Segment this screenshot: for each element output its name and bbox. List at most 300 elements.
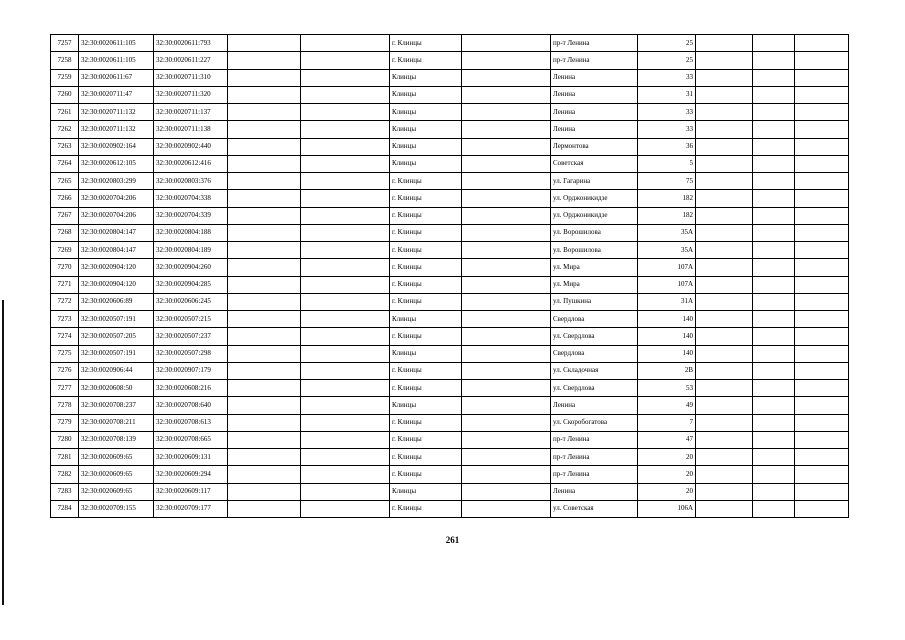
table-row — [51, 466, 849, 483]
empty-cell — [696, 104, 753, 121]
cadastral-number-cell: 32:30:0020804:147 — [79, 242, 154, 259]
empty-cell — [462, 362, 551, 379]
row-number-cell: 7279 — [51, 414, 79, 431]
empty-cell — [301, 104, 390, 121]
empty-cell — [462, 345, 551, 362]
empty-cell — [753, 138, 795, 155]
empty-cell — [462, 104, 551, 121]
house-number-cell: 33 — [638, 69, 696, 86]
cadastral-number-cell: 32:30:0020612:105 — [79, 155, 154, 172]
empty-cell — [228, 190, 301, 207]
row-number-cell: 7284 — [51, 500, 79, 517]
house-number-cell: 107А — [638, 276, 696, 293]
empty-cell — [696, 52, 753, 69]
empty-cell — [696, 121, 753, 138]
empty-cell — [696, 483, 753, 500]
empty-cell — [753, 104, 795, 121]
table-row — [51, 483, 849, 500]
city-cell: г. Клинцы — [390, 449, 462, 466]
street-cell: Ленина — [551, 121, 638, 138]
cadastral-number-cell: 32:30:0020704:206 — [79, 190, 154, 207]
row-number-cell: 7281 — [51, 449, 79, 466]
empty-cell — [795, 207, 849, 224]
street-cell: Советская — [551, 155, 638, 172]
empty-cell — [301, 207, 390, 224]
empty-cell — [753, 69, 795, 86]
street-cell: пр-т Ленина — [551, 466, 638, 483]
empty-cell — [462, 207, 551, 224]
table-row — [51, 69, 849, 86]
empty-cell — [228, 242, 301, 259]
empty-cell — [795, 69, 849, 86]
table-row — [51, 104, 849, 121]
empty-cell — [795, 224, 849, 241]
empty-cell — [696, 449, 753, 466]
street-cell: ул. Гагарина — [551, 173, 638, 190]
city-cell: г. Клинцы — [390, 380, 462, 397]
street-cell: пр-т Ленина — [551, 449, 638, 466]
empty-cell — [301, 155, 390, 172]
street-cell: ул. Мира — [551, 259, 638, 276]
empty-cell — [753, 293, 795, 310]
street-cell: ул. Свердлова — [551, 380, 638, 397]
empty-cell — [753, 362, 795, 379]
street-cell: ул. Советская — [551, 500, 638, 517]
empty-cell — [753, 500, 795, 517]
street-cell: Ленина — [551, 397, 638, 414]
cadastral-number-new-cell: 32:30:0020611:227 — [154, 52, 228, 69]
table-body — [51, 35, 849, 518]
empty-cell — [696, 362, 753, 379]
empty-cell — [795, 35, 849, 52]
house-number-cell: 25 — [638, 52, 696, 69]
street-cell: Лермонтова — [551, 138, 638, 155]
street-cell: Ленина — [551, 483, 638, 500]
empty-cell — [462, 449, 551, 466]
table-row — [51, 380, 849, 397]
city-cell: г. Клинцы — [390, 190, 462, 207]
cadastral-number-new-cell: 32:30:0020708:640 — [154, 397, 228, 414]
row-number-cell: 7282 — [51, 466, 79, 483]
row-number-cell: 7258 — [51, 52, 79, 69]
cadastral-number-new-cell: 32:30:0020606:245 — [154, 293, 228, 310]
empty-cell — [228, 69, 301, 86]
empty-cell — [795, 155, 849, 172]
empty-cell — [795, 121, 849, 138]
cadastral-number-new-cell: 32:30:0020804:188 — [154, 224, 228, 241]
empty-cell — [228, 138, 301, 155]
empty-cell — [228, 328, 301, 345]
empty-cell — [795, 276, 849, 293]
city-cell: г. Клинцы — [390, 173, 462, 190]
city-cell: Клинцы — [390, 104, 462, 121]
street-cell: пр-т Ленина — [551, 52, 638, 69]
cadastral-number-cell: 32:30:0020803:299 — [79, 173, 154, 190]
empty-cell — [753, 483, 795, 500]
empty-cell — [795, 259, 849, 276]
house-number-cell: 20 — [638, 483, 696, 500]
empty-cell — [301, 483, 390, 500]
empty-cell — [753, 431, 795, 448]
empty-cell — [753, 224, 795, 241]
empty-cell — [228, 121, 301, 138]
city-cell: г. Клинцы — [390, 259, 462, 276]
house-number-cell: 25 — [638, 35, 696, 52]
cadastral-number-cell: 32:30:0020608:50 — [79, 380, 154, 397]
cadastral-number-cell: 32:30:0020708:139 — [79, 431, 154, 448]
empty-cell — [301, 259, 390, 276]
empty-cell — [753, 86, 795, 103]
table-row — [51, 173, 849, 190]
empty-cell — [462, 52, 551, 69]
empty-cell — [753, 311, 795, 328]
house-number-cell: 106А — [638, 500, 696, 517]
city-cell: Клинцы — [390, 155, 462, 172]
street-cell: ул. Орджоникидзе — [551, 190, 638, 207]
table-row — [51, 138, 849, 155]
house-number-cell: 31 — [638, 86, 696, 103]
empty-cell — [795, 293, 849, 310]
empty-cell — [795, 362, 849, 379]
empty-cell — [795, 449, 849, 466]
empty-cell — [462, 224, 551, 241]
empty-cell — [462, 138, 551, 155]
empty-cell — [462, 397, 551, 414]
empty-cell — [795, 311, 849, 328]
row-number-cell: 7280 — [51, 431, 79, 448]
cadastral-number-new-cell: 32:30:0020711:310 — [154, 69, 228, 86]
empty-cell — [753, 242, 795, 259]
row-number-cell: 7278 — [51, 397, 79, 414]
table-row — [51, 397, 849, 414]
row-number-cell: 7269 — [51, 242, 79, 259]
street-cell: ул. Мира — [551, 276, 638, 293]
empty-cell — [753, 35, 795, 52]
cadastral-number-new-cell: 32:30:0020611:793 — [154, 35, 228, 52]
row-number-cell: 7259 — [51, 69, 79, 86]
empty-cell — [462, 483, 551, 500]
empty-cell — [301, 397, 390, 414]
table-row — [51, 449, 849, 466]
empty-cell — [696, 86, 753, 103]
cadastral-number-new-cell: 32:30:0020507:215 — [154, 311, 228, 328]
empty-cell — [753, 328, 795, 345]
city-cell: г. Клинцы — [390, 35, 462, 52]
empty-cell — [228, 173, 301, 190]
empty-cell — [753, 155, 795, 172]
empty-cell — [753, 466, 795, 483]
empty-cell — [228, 414, 301, 431]
empty-cell — [696, 35, 753, 52]
house-number-cell: 140 — [638, 311, 696, 328]
empty-cell — [696, 414, 753, 431]
table-row — [51, 431, 849, 448]
cadastral-number-new-cell: 32:30:0020708:613 — [154, 414, 228, 431]
cadastral-number-cell: 32:30:0020906:44 — [79, 362, 154, 379]
table-row — [51, 500, 849, 517]
empty-cell — [301, 190, 390, 207]
table-row — [51, 293, 849, 310]
street-cell: ул. Скоробогатова — [551, 414, 638, 431]
street-cell: Ленина — [551, 86, 638, 103]
house-number-cell: 33 — [638, 104, 696, 121]
empty-cell — [795, 431, 849, 448]
house-number-cell: 140 — [638, 345, 696, 362]
cadastral-number-cell: 32:30:0020507:191 — [79, 345, 154, 362]
street-cell: ул. Пушкина — [551, 293, 638, 310]
table-row — [51, 52, 849, 69]
city-cell: Клинцы — [390, 86, 462, 103]
empty-cell — [301, 121, 390, 138]
house-number-cell: 31А — [638, 293, 696, 310]
empty-cell — [795, 483, 849, 500]
street-cell: Ленина — [551, 69, 638, 86]
empty-cell — [753, 121, 795, 138]
house-number-cell: 20 — [638, 449, 696, 466]
cadastral-number-new-cell: 32:30:0020507:298 — [154, 345, 228, 362]
empty-cell — [228, 431, 301, 448]
empty-cell — [795, 500, 849, 517]
empty-cell — [462, 190, 551, 207]
empty-cell — [301, 449, 390, 466]
table-row — [51, 414, 849, 431]
row-number-cell: 7266 — [51, 190, 79, 207]
house-number-cell: 47 — [638, 431, 696, 448]
house-number-cell: 35А — [638, 242, 696, 259]
city-cell: г. Клинцы — [390, 293, 462, 310]
empty-cell — [696, 69, 753, 86]
empty-cell — [753, 173, 795, 190]
empty-cell — [696, 207, 753, 224]
empty-cell — [462, 293, 551, 310]
empty-cell — [228, 500, 301, 517]
cadastral-number-new-cell: 32:30:0020709:177 — [154, 500, 228, 517]
empty-cell — [301, 345, 390, 362]
street-cell: Свердлова — [551, 345, 638, 362]
empty-cell — [795, 397, 849, 414]
empty-cell — [228, 293, 301, 310]
empty-cell — [228, 104, 301, 121]
empty-cell — [696, 466, 753, 483]
table-row — [51, 224, 849, 241]
row-number-cell: 7268 — [51, 224, 79, 241]
empty-cell — [462, 121, 551, 138]
empty-cell — [228, 259, 301, 276]
empty-cell — [753, 414, 795, 431]
row-number-cell: 7263 — [51, 138, 79, 155]
house-number-cell: 49 — [638, 397, 696, 414]
cadastral-number-cell: 32:30:0020711:132 — [79, 104, 154, 121]
empty-cell — [753, 397, 795, 414]
table-row — [51, 345, 849, 362]
cadastral-number-cell: 32:30:0020708:211 — [79, 414, 154, 431]
cadastral-number-cell: 32:30:0020711:132 — [79, 121, 154, 138]
cadastral-number-cell: 32:30:0020609:65 — [79, 483, 154, 500]
cadastral-number-new-cell: 32:30:0020708:665 — [154, 431, 228, 448]
empty-cell — [753, 52, 795, 69]
empty-cell — [301, 52, 390, 69]
empty-cell — [753, 190, 795, 207]
city-cell: Клинцы — [390, 483, 462, 500]
empty-cell — [228, 86, 301, 103]
city-cell: Клинцы — [390, 69, 462, 86]
cadastral-number-new-cell: 32:30:0020711:138 — [154, 121, 228, 138]
city-cell: г. Клинцы — [390, 466, 462, 483]
street-cell: Свердлова — [551, 311, 638, 328]
row-number-cell: 7265 — [51, 173, 79, 190]
cadastral-number-cell: 32:30:0020704:206 — [79, 207, 154, 224]
empty-cell — [696, 242, 753, 259]
street-cell: пр-т Ленина — [551, 431, 638, 448]
city-cell: Клинцы — [390, 121, 462, 138]
house-number-cell: 107А — [638, 259, 696, 276]
empty-cell — [462, 414, 551, 431]
empty-cell — [301, 311, 390, 328]
cadastral-number-cell: 32:30:0020904:120 — [79, 259, 154, 276]
empty-cell — [462, 380, 551, 397]
empty-cell — [301, 35, 390, 52]
empty-cell — [228, 276, 301, 293]
empty-cell — [795, 104, 849, 121]
cadastral-number-cell: 32:30:0020606:89 — [79, 293, 154, 310]
empty-cell — [228, 345, 301, 362]
empty-cell — [696, 190, 753, 207]
empty-cell — [462, 500, 551, 517]
row-number-cell: 7277 — [51, 380, 79, 397]
row-number-cell: 7271 — [51, 276, 79, 293]
cadastral-number-cell: 32:30:0020904:120 — [79, 276, 154, 293]
empty-cell — [696, 345, 753, 362]
empty-cell — [462, 276, 551, 293]
city-cell: г. Клинцы — [390, 207, 462, 224]
empty-cell — [696, 380, 753, 397]
empty-cell — [696, 311, 753, 328]
city-cell: г. Клинцы — [390, 276, 462, 293]
empty-cell — [753, 449, 795, 466]
cadastral-number-cell: 32:30:0020709:155 — [79, 500, 154, 517]
city-cell: Клинцы — [390, 397, 462, 414]
cadastral-number-cell: 32:30:0020711:47 — [79, 86, 154, 103]
table-row — [51, 328, 849, 345]
empty-cell — [696, 259, 753, 276]
row-number-cell: 7262 — [51, 121, 79, 138]
cadastral-number-new-cell: 32:30:0020507:237 — [154, 328, 228, 345]
cadastral-number-cell: 32:30:0020611:105 — [79, 35, 154, 52]
table-row — [51, 86, 849, 103]
empty-cell — [795, 242, 849, 259]
empty-cell — [228, 35, 301, 52]
table-row — [51, 155, 849, 172]
empty-cell — [462, 69, 551, 86]
house-number-cell: 36 — [638, 138, 696, 155]
house-number-cell: 182 — [638, 207, 696, 224]
empty-cell — [696, 328, 753, 345]
row-number-cell: 7274 — [51, 328, 79, 345]
row-number-cell: 7273 — [51, 311, 79, 328]
city-cell: г. Клинцы — [390, 414, 462, 431]
house-number-cell: 20 — [638, 466, 696, 483]
empty-cell — [795, 466, 849, 483]
street-cell: Ленина — [551, 104, 638, 121]
table-row — [51, 259, 849, 276]
table-row — [51, 311, 849, 328]
city-cell: г. Клинцы — [390, 362, 462, 379]
street-cell: ул. Ворошилова — [551, 242, 638, 259]
empty-cell — [228, 466, 301, 483]
city-cell: г. Клинцы — [390, 242, 462, 259]
street-cell: ул. Складочная — [551, 362, 638, 379]
house-number-cell: 75 — [638, 173, 696, 190]
cadastral-number-new-cell: 32:30:0020704:339 — [154, 207, 228, 224]
cadastral-number-new-cell: 32:30:0020904:260 — [154, 259, 228, 276]
empty-cell — [696, 431, 753, 448]
empty-cell — [301, 276, 390, 293]
empty-cell — [301, 242, 390, 259]
empty-cell — [301, 173, 390, 190]
cadastral-number-cell: 32:30:0020708:237 — [79, 397, 154, 414]
empty-cell — [795, 414, 849, 431]
street-cell: пр-т Ленина — [551, 35, 638, 52]
empty-cell — [462, 35, 551, 52]
cadastral-number-new-cell: 32:30:0020711:320 — [154, 86, 228, 103]
empty-cell — [228, 483, 301, 500]
table-row — [51, 190, 849, 207]
empty-cell — [301, 414, 390, 431]
cadastral-number-cell: 32:30:0020611:67 — [79, 69, 154, 86]
city-cell: г. Клинцы — [390, 328, 462, 345]
house-number-cell: 140 — [638, 328, 696, 345]
city-cell: г. Клинцы — [390, 500, 462, 517]
row-number-cell: 7283 — [51, 483, 79, 500]
empty-cell — [795, 86, 849, 103]
registry-table — [50, 34, 849, 518]
empty-cell — [462, 259, 551, 276]
row-number-cell: 7261 — [51, 104, 79, 121]
cadastral-number-cell: 32:30:0020507:205 — [79, 328, 154, 345]
empty-cell — [753, 259, 795, 276]
empty-cell — [301, 362, 390, 379]
row-number-cell: 7275 — [51, 345, 79, 362]
empty-cell — [462, 242, 551, 259]
row-number-cell: 7257 — [51, 35, 79, 52]
empty-cell — [301, 69, 390, 86]
empty-cell — [301, 380, 390, 397]
row-number-cell: 7264 — [51, 155, 79, 172]
empty-cell — [795, 328, 849, 345]
cadastral-number-cell: 32:30:0020609:65 — [79, 449, 154, 466]
table-row — [51, 362, 849, 379]
empty-cell — [228, 52, 301, 69]
row-number-cell: 7267 — [51, 207, 79, 224]
empty-cell — [753, 276, 795, 293]
table-row — [51, 276, 849, 293]
city-cell: г. Клинцы — [390, 431, 462, 448]
city-cell: г. Клинцы — [390, 52, 462, 69]
cadastral-number-new-cell: 32:30:0020612:416 — [154, 155, 228, 172]
city-cell: Клинцы — [390, 138, 462, 155]
city-cell: Клинцы — [390, 345, 462, 362]
empty-cell — [301, 500, 390, 517]
empty-cell — [753, 207, 795, 224]
empty-cell — [301, 328, 390, 345]
empty-cell — [462, 311, 551, 328]
city-cell: г. Клинцы — [390, 224, 462, 241]
street-cell: ул. Свердлова — [551, 328, 638, 345]
empty-cell — [228, 311, 301, 328]
table-row — [51, 121, 849, 138]
cadastral-number-new-cell: 32:30:0020608:216 — [154, 380, 228, 397]
cadastral-number-new-cell: 32:30:0020804:189 — [154, 242, 228, 259]
